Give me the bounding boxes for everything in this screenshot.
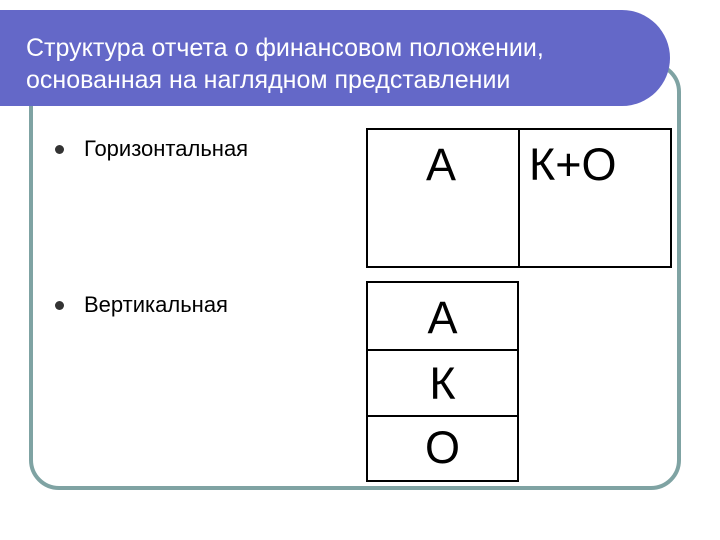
vertical-balance-box	[366, 281, 519, 482]
slide-title: Структура отчета о финансовом положении, основанная на наглядном представлении	[26, 34, 544, 94]
vertical-capital-cell: К	[429, 358, 456, 409]
horizontal-divider	[518, 130, 520, 266]
horizontal-assets-cell: А	[426, 139, 457, 190]
slide-frame	[29, 62, 681, 490]
horizontal-equity-liabilities-cell: К+О	[529, 139, 617, 190]
bullet-dot-icon	[55, 145, 64, 154]
vertical-assets-cell: А	[427, 292, 458, 343]
bullet-vertical	[55, 292, 228, 318]
horizontal-balance-box	[366, 128, 672, 268]
title-bar	[0, 10, 670, 106]
bullet-label-vertical: Вертикальная	[84, 292, 228, 317]
bullet-dot-icon	[55, 301, 64, 310]
bullet-label-horizontal: Горизонтальная	[84, 136, 249, 161]
vertical-liabilities-cell: О	[424, 422, 460, 473]
bullet-horizontal	[55, 136, 248, 162]
